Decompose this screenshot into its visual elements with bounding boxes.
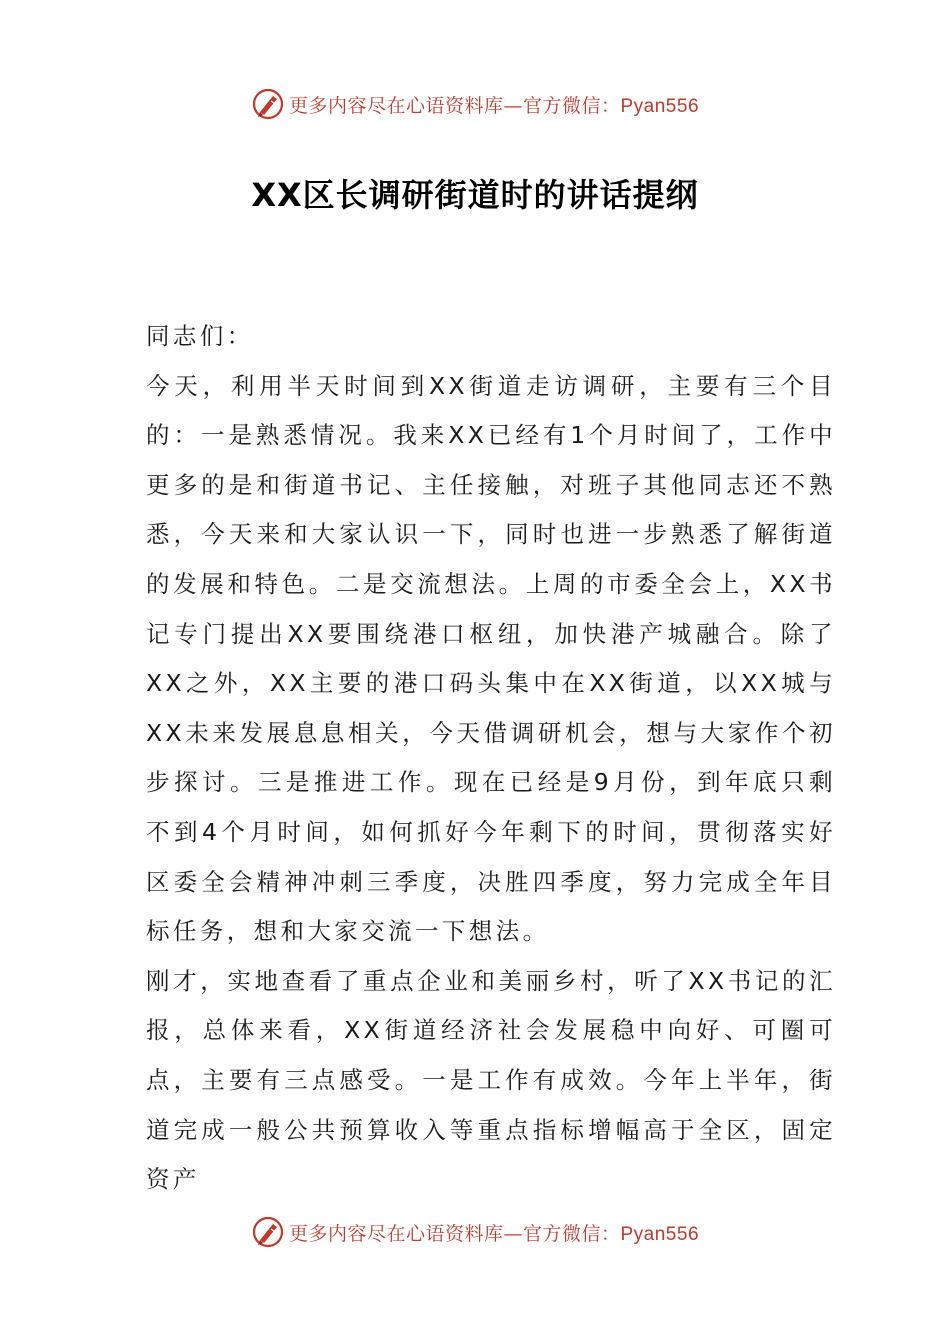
watermark-official-label: 官方微信： — [522, 94, 621, 117]
pen-circle-logo-icon — [251, 87, 285, 121]
header-watermark — [0, 84, 950, 124]
pen-circle-logo-icon — [251, 1215, 285, 1249]
footer-watermark — [0, 1212, 950, 1252]
watermark-text — [289, 1219, 699, 1246]
greeting-paragraph: 同志们： — [146, 322, 254, 350]
document-title: XX区长调研街道时的讲话提纲 — [251, 176, 699, 214]
watermark-separator: — — [503, 1222, 523, 1245]
body-paragraph: 今天，利用半天时间到XX街道走访调研，主要有三个目的：一是熟悉情况。我来XX已经有1个月时间了，工作中更多的是和街道书记、主任接触，对班子其他同志还不熟悉，今天来和大家认识一下，同时也进一步熟悉了解街道的发展和特色。二是交流想法。上周的市委全会上，XX书记专门提出XX要围绕港口枢纽，加快港产城融合。除了XX之外，XX主要的港口码头集中在XX街道，以XX城与XX未来发展息息相关，今天借调研机会，想与大家作个初步探讨。三是推进工作。现在已经是9月份，到年底只剩不到4个月时间，如何抓好今年剩下的时间，贯彻落实好区委全会精神冲刺三季度，决胜四季度，努力完成全年目标任务，想和大家交流一下想法。 — [146, 371, 836, 946]
watermark-brand: 更多内容尽在心语资料库 — [288, 94, 504, 117]
watermark-wechat-id: Pyan556 — [620, 95, 700, 117]
document-body — [146, 312, 836, 1205]
watermark-separator: — — [503, 94, 523, 117]
watermark-text — [289, 91, 699, 118]
watermark-wechat-id: Pyan556 — [620, 1223, 700, 1245]
watermark-official-label: 官方微信： — [522, 1222, 621, 1245]
watermark-brand: 更多内容尽在心语资料库 — [288, 1222, 504, 1245]
body-paragraph: 刚才，实地查看了重点企业和美丽乡村，听了XX书记的汇报，总体来看，XX街道经济社会发展稳中向好、可圈可点，主要有三点感受。一是工作有成效。今年上半年，街道完成一般公共预算收入等重点指标增幅高于全区，固定资产 — [146, 966, 836, 1194]
